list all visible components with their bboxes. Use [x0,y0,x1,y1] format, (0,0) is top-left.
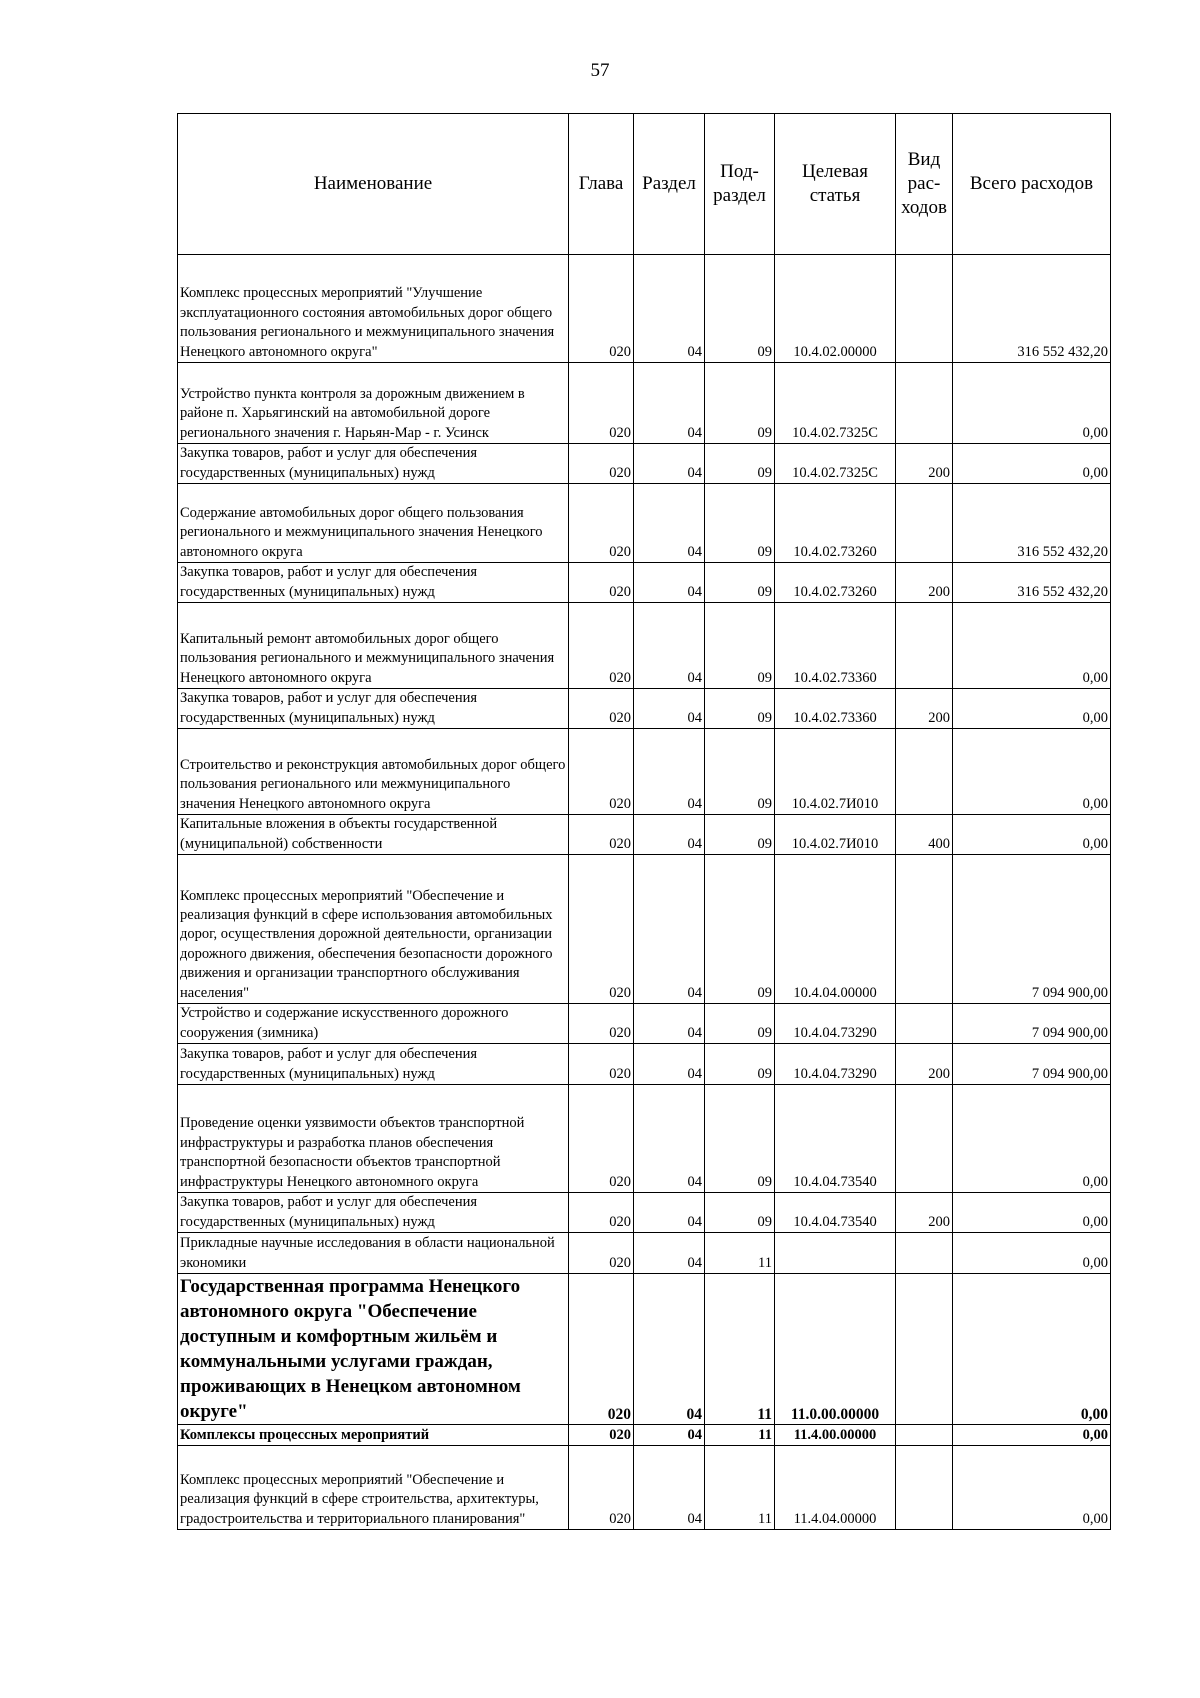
cell-section: 04 [634,1425,705,1446]
cell-name: Закупка товаров, работ и услуг для обеспечения государственных (муниципальных) нужд [178,1193,569,1233]
table-row [178,1233,1111,1274]
cell-subsection: 11 [705,1233,775,1274]
cell-chapter: 020 [569,689,634,729]
cell-total: 0,00 [953,1274,1111,1425]
header-section: Раздел [634,114,705,255]
cell-type: 200 [896,1193,953,1233]
cell-type [896,363,953,444]
cell-target: 10.4.02.73260 [775,563,896,603]
cell-chapter: 020 [569,1044,634,1085]
cell-subsection: 11 [705,1425,775,1446]
cell-chapter: 020 [569,729,634,815]
cell-subsection: 09 [705,1085,775,1193]
cell-chapter: 020 [569,484,634,563]
cell-target [775,1233,896,1274]
cell-section: 04 [634,563,705,603]
cell-type [896,855,953,1004]
cell-chapter: 020 [569,815,634,855]
cell-total: 0,00 [953,689,1111,729]
table-row [178,855,1111,1004]
cell-target: 10.4.02.7И010 [775,729,896,815]
table-row [178,255,1111,363]
cell-target: 11.0.00.00000 [775,1274,896,1425]
table-row [178,815,1111,855]
budget-table [177,113,1111,1530]
cell-total: 7 094 900,00 [953,1044,1111,1085]
cell-subsection: 09 [705,603,775,689]
cell-type [896,255,953,363]
header-subsection: Под- раздел [705,114,775,255]
cell-chapter: 020 [569,363,634,444]
cell-section: 04 [634,1233,705,1274]
cell-total: 0,00 [953,603,1111,689]
cell-name: Содержание автомобильных дорог общего пользования регионального и межмуниципального значения Ненецкого автономного округа [178,484,569,563]
cell-section: 04 [634,444,705,484]
table-row [178,1085,1111,1193]
cell-type [896,1446,953,1530]
cell-chapter: 020 [569,1193,634,1233]
cell-section: 04 [634,729,705,815]
table-row [178,484,1111,563]
cell-total: 0,00 [953,1446,1111,1530]
cell-type: 200 [896,1044,953,1085]
cell-section: 04 [634,1004,705,1044]
cell-type [896,1085,953,1193]
cell-total: 7 094 900,00 [953,1004,1111,1044]
header-name: Наименование [178,114,569,255]
cell-subsection: 09 [705,1004,775,1044]
cell-chapter: 020 [569,444,634,484]
cell-chapter: 020 [569,1004,634,1044]
cell-target: 10.4.02.73360 [775,689,896,729]
cell-type: 200 [896,444,953,484]
cell-name: Комплекс процессных мероприятий "Улучшение эксплуатационного состояния автомобильных дорог общего пользования регионального и межмуниципального значения Ненецкого автономного округа" [178,255,569,363]
cell-type [896,484,953,563]
cell-type: 200 [896,689,953,729]
table-row [178,729,1111,815]
cell-subsection: 09 [705,1044,775,1085]
cell-name: Проведение оценки уязвимости объектов транспортной инфраструктуры и разработка планов обеспечения транспортной безопасности объектов транспортной инфраструктуры Ненецкого автономного округа [178,1085,569,1193]
cell-target: 10.4.02.7325С [775,363,896,444]
table-row [178,1446,1111,1530]
table-row [178,1274,1111,1425]
cell-target: 10.4.04.00000 [775,855,896,1004]
cell-subsection: 09 [705,255,775,363]
cell-type [896,1274,953,1425]
table-row [178,444,1111,484]
cell-name: Строительство и реконструкция автомобильных дорог общего пользования регионального или межмуниципального значения Ненецкого автономного округа [178,729,569,815]
header-target: Целевая статья [775,114,896,255]
cell-subsection: 11 [705,1274,775,1425]
cell-name: Закупка товаров, работ и услуг для обеспечения государственных (муниципальных) нужд [178,563,569,603]
cell-total: 0,00 [953,444,1111,484]
cell-name: Устройство пункта контроля за дорожным движением в районе п. Харьягинский на автомобильной дороге регионального значения г. Нарьян-Мар - г. Усинск [178,363,569,444]
cell-total: 0,00 [953,363,1111,444]
table-row [178,1004,1111,1044]
cell-section: 04 [634,363,705,444]
cell-name: Государственная программа Ненецкого автономного округа "Обеспечение доступным и комфортным жильём и коммунальными услугами граждан, проживающих в Ненецком автономном округе" [178,1274,569,1425]
cell-chapter: 020 [569,855,634,1004]
cell-total: 0,00 [953,1425,1111,1446]
cell-target: 11.4.04.00000 [775,1446,896,1530]
cell-type [896,1233,953,1274]
cell-section: 04 [634,1085,705,1193]
cell-chapter: 020 [569,563,634,603]
cell-total: 0,00 [953,1085,1111,1193]
table-row [178,689,1111,729]
cell-target: 10.4.02.00000 [775,255,896,363]
cell-type: 400 [896,815,953,855]
cell-chapter: 020 [569,1425,634,1446]
cell-section: 04 [634,1044,705,1085]
cell-target: 10.4.02.7И010 [775,815,896,855]
table-row [178,1044,1111,1085]
cell-name: Комплекс процессных мероприятий "Обеспечение и реализация функций в сфере строительства, архитектуры, градостроительства и территориального планирования" [178,1446,569,1530]
cell-section: 04 [634,1193,705,1233]
header-total: Всего расходов [953,114,1111,255]
cell-name: Прикладные научные исследования в области национальной экономики [178,1233,569,1274]
cell-name: Капитальный ремонт автомобильных дорог общего пользования регионального и межмуниципального значения Ненецкого автономного округа [178,603,569,689]
cell-target: 10.4.04.73540 [775,1085,896,1193]
cell-name: Закупка товаров, работ и услуг для обеспечения государственных (муниципальных) нужд [178,1044,569,1085]
cell-total: 0,00 [953,1193,1111,1233]
table-header-row [178,114,1111,255]
cell-total: 316 552 432,20 [953,563,1111,603]
cell-section: 04 [634,484,705,563]
table-row [178,1425,1111,1446]
cell-target: 10.4.02.73260 [775,484,896,563]
cell-subsection: 09 [705,444,775,484]
table-row [178,563,1111,603]
cell-section: 04 [634,855,705,1004]
cell-section: 04 [634,815,705,855]
cell-section: 04 [634,1446,705,1530]
header-chapter: Глава [569,114,634,255]
table-body [178,255,1111,1530]
cell-section: 04 [634,689,705,729]
cell-type [896,1425,953,1446]
header-type: Вид рас- ходов [896,114,953,255]
cell-subsection: 11 [705,1446,775,1530]
cell-target: 10.4.04.73290 [775,1044,896,1085]
cell-chapter: 020 [569,1085,634,1193]
cell-chapter: 020 [569,255,634,363]
cell-type [896,1004,953,1044]
cell-subsection: 09 [705,363,775,444]
cell-chapter: 020 [569,1446,634,1530]
table-row [178,603,1111,689]
cell-subsection: 09 [705,855,775,1004]
cell-subsection: 09 [705,729,775,815]
cell-type [896,729,953,815]
cell-subsection: 09 [705,1193,775,1233]
cell-name: Комплекс процессных мероприятий "Обеспечение и реализация функций в сфере использования автомобильных дорог, осуществления дорожной деятельности, организации дорожного движения, обеспечения безопасности дорожного движения и организации транспортного обслуживания населения" [178,855,569,1004]
cell-total: 0,00 [953,815,1111,855]
cell-subsection: 09 [705,563,775,603]
cell-target: 10.4.02.7325С [775,444,896,484]
table-row [178,1193,1111,1233]
cell-section: 04 [634,1274,705,1425]
cell-name: Закупка товаров, работ и услуг для обеспечения государственных (муниципальных) нужд [178,689,569,729]
cell-chapter: 020 [569,1233,634,1274]
cell-total: 316 552 432,20 [953,484,1111,563]
cell-name: Комплексы процессных мероприятий [178,1425,569,1446]
cell-subsection: 09 [705,689,775,729]
cell-total: 316 552 432,20 [953,255,1111,363]
cell-chapter: 020 [569,603,634,689]
cell-section: 04 [634,603,705,689]
cell-target: 10.4.04.73540 [775,1193,896,1233]
cell-section: 04 [634,255,705,363]
cell-total: 7 094 900,00 [953,855,1111,1004]
cell-subsection: 09 [705,484,775,563]
cell-total: 0,00 [953,729,1111,815]
cell-name: Закупка товаров, работ и услуг для обеспечения государственных (муниципальных) нужд [178,444,569,484]
cell-target: 11.4.00.00000 [775,1425,896,1446]
cell-total: 0,00 [953,1233,1111,1274]
table-row [178,363,1111,444]
cell-target: 10.4.02.73360 [775,603,896,689]
cell-target: 10.4.04.73290 [775,1004,896,1044]
cell-name: Устройство и содержание искусственного дорожного сооружения (зимника) [178,1004,569,1044]
cell-type [896,603,953,689]
cell-name: Капитальные вложения в объекты государственной (муниципальной) собственности [178,815,569,855]
cell-type: 200 [896,563,953,603]
page-number: 57 [590,60,610,81]
cell-subsection: 09 [705,815,775,855]
cell-chapter: 020 [569,1274,634,1425]
